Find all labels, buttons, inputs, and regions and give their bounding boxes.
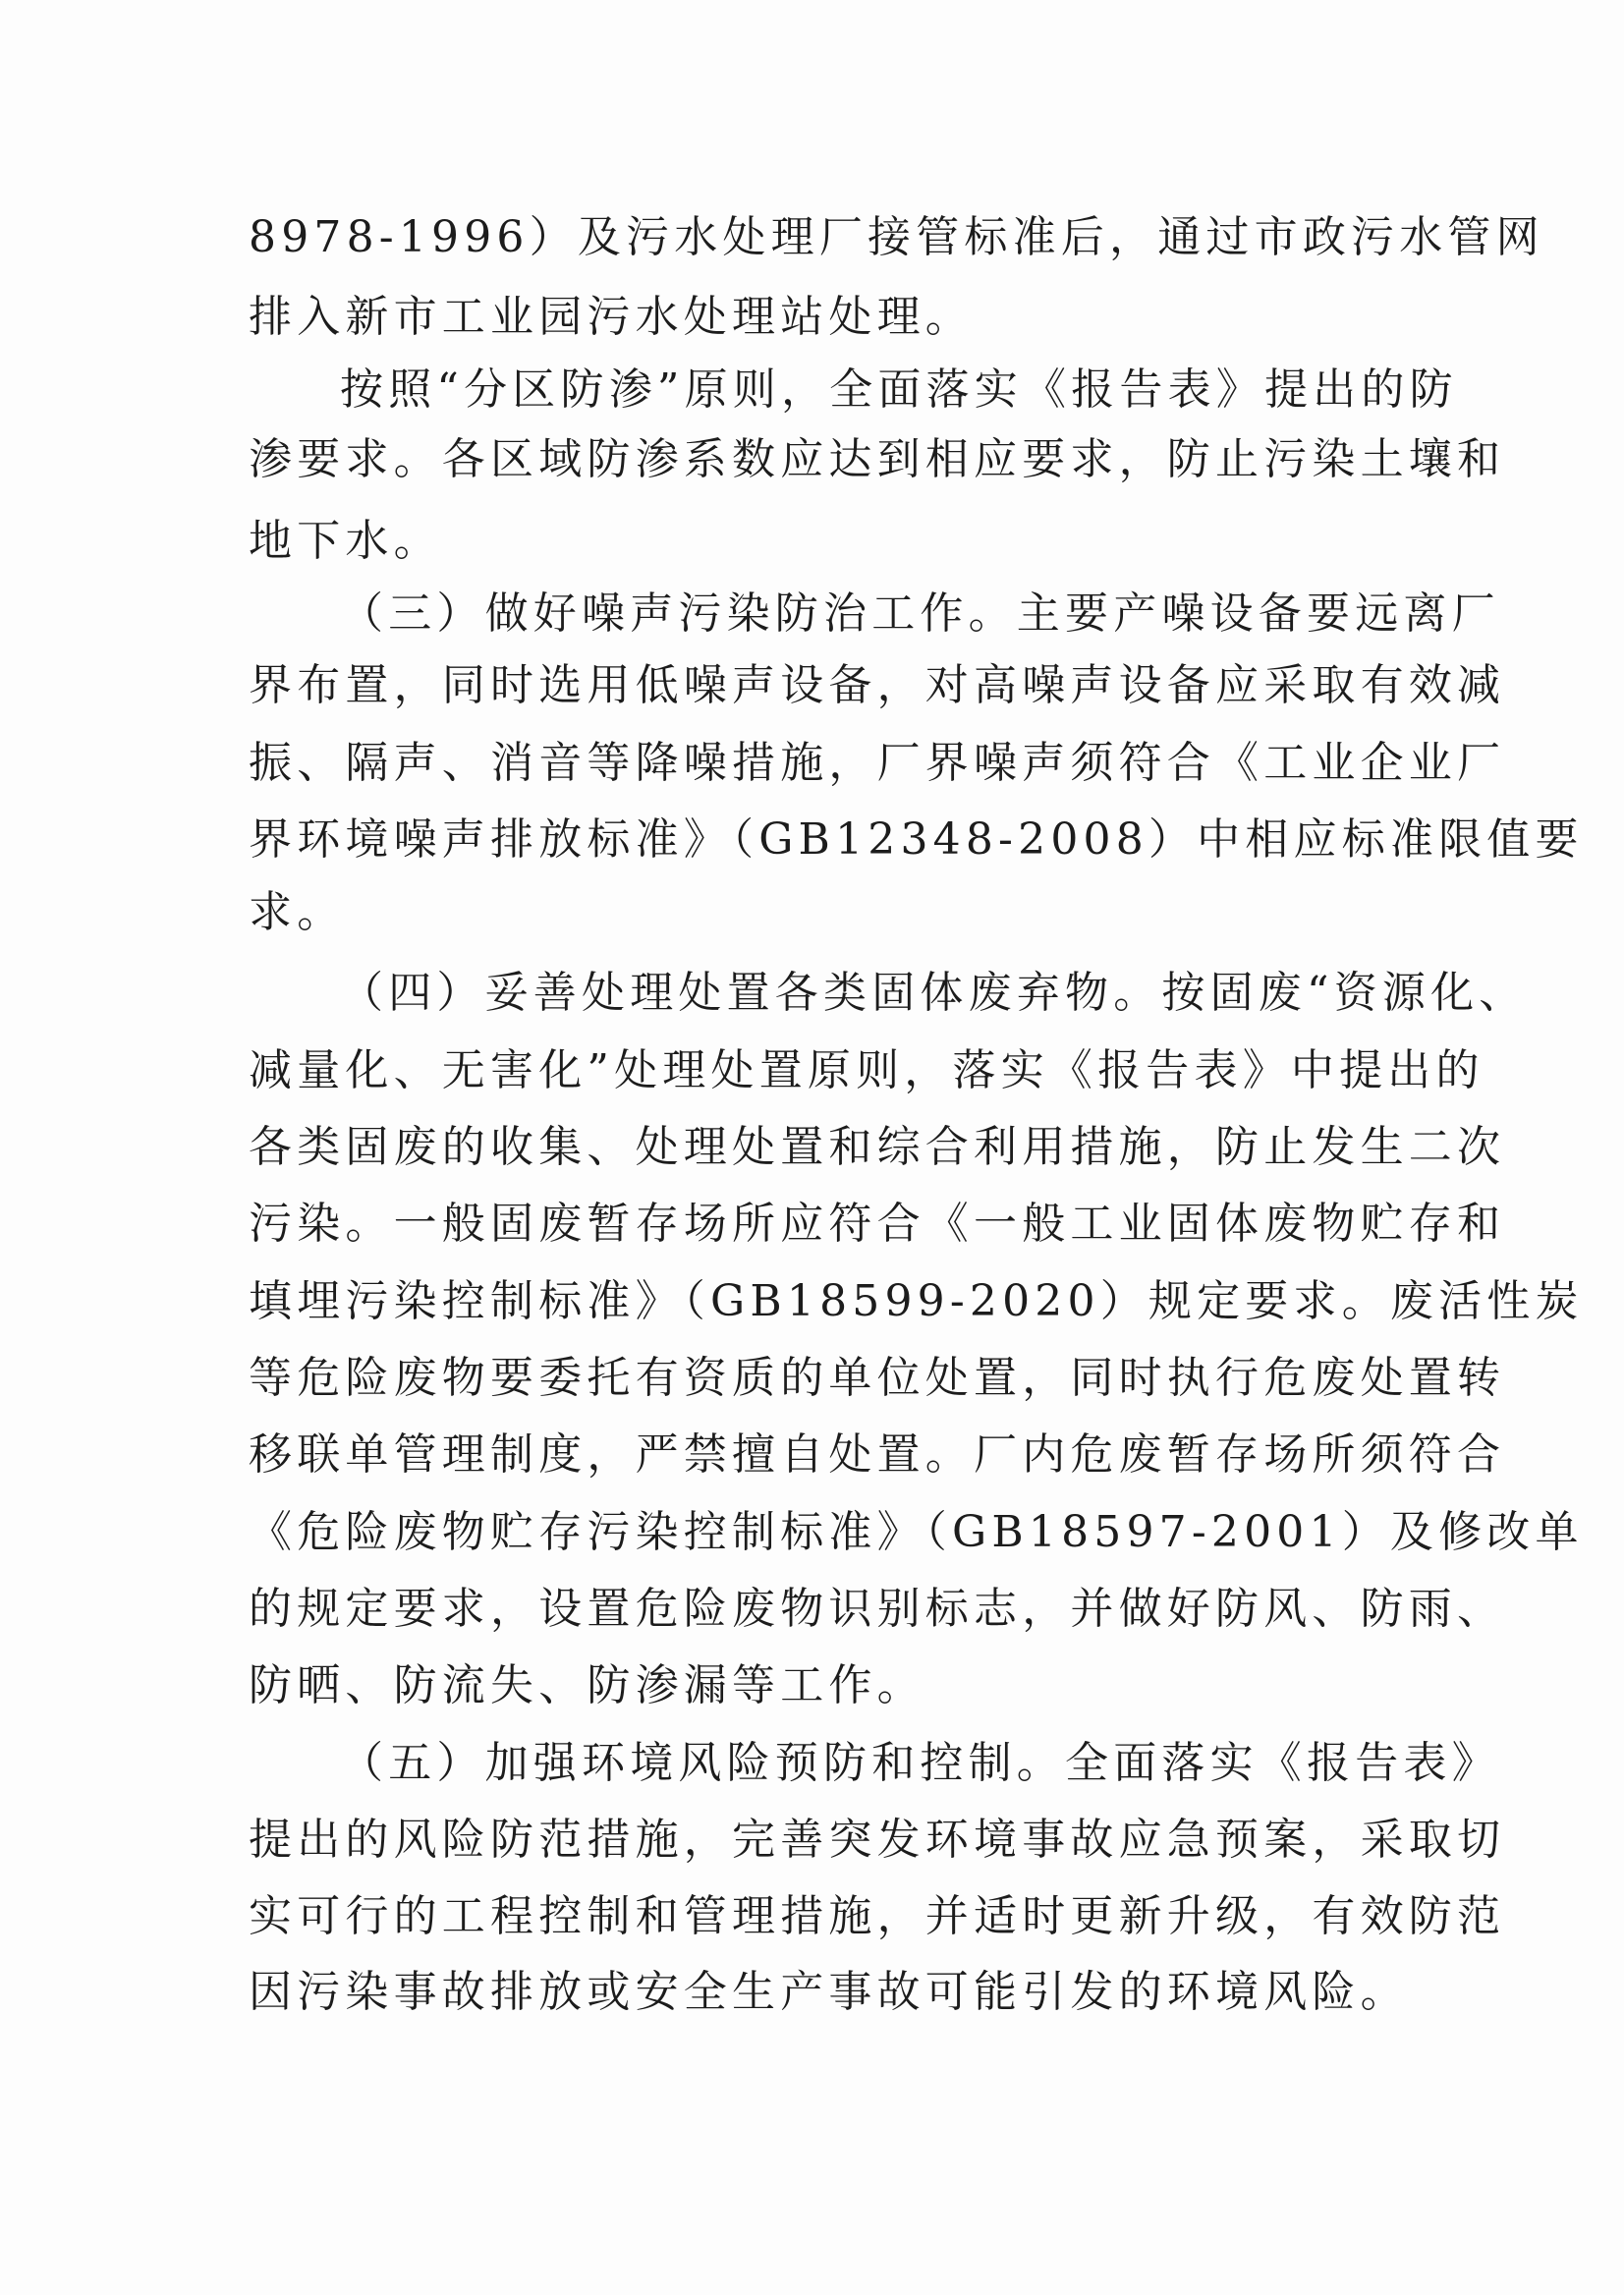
paragraph-start-line: 按照“分区防渗”原则，全面落实《报告表》提出的防 [340, 364, 1458, 415]
text-line: 实可行的工程控制和管理措施，并适时更新升级，有效防范 [249, 1891, 1506, 1941]
text-line: 移联单管理制度，严禁擅自处置。厂内危废暂存场所须符合 [249, 1429, 1506, 1480]
text-line: 振、隔声、消音等降噪措施，厂界噪声须符合《工业企业厂 [249, 738, 1506, 788]
text-line: 防晒、防流失、防渗漏等工作。 [249, 1660, 925, 1710]
text-line: 减量化、无害化”处理处置原则，落实《报告表》中提出的 [249, 1045, 1484, 1095]
text-line: 地下水。 [249, 516, 442, 566]
paragraph-start-line: （五）加强环境风险预防和控制。全面落实《报告表》 [340, 1738, 1500, 1788]
text-line: 8978-1996）及污水处理厂接管标准后，通过市政污水管网 [249, 212, 1544, 262]
text-line: 填埋污染控制标准》（GB18599-2020）规定要求。废活性炭 [249, 1276, 1584, 1326]
text-line: 等危险废物要委托有资质的单位处置，同时执行危废处置转 [249, 1353, 1506, 1403]
text-line: 《危险废物贮存污染控制标准》（GB18597-2001）及修改单 [249, 1507, 1584, 1557]
text-line: 污染。一般固废暂存场所应符合《一般工业固体废物贮存和 [249, 1199, 1506, 1249]
text-line: 渗要求。各区域防渗系数应达到相应要求，防止污染土壤和 [249, 434, 1506, 484]
text-line: 求。 [249, 887, 346, 937]
text-line: 各类固废的收集、处理处置和综合利用措施，防止发生二次 [249, 1122, 1506, 1172]
text-line: 界布置，同时选用低噪声设备，对高噪声设备应采取有效减 [249, 660, 1506, 710]
paragraph-start-line: （三）做好噪声污染防治工作。主要产噪设备要远离厂 [340, 588, 1500, 639]
text-line: 界环境噪声排放标准》（GB12348-2008）中相应标准限值要 [249, 814, 1584, 865]
paragraph-start-line: （四）妥善处理处置各类固体废弃物。按固废“资源化、 [340, 968, 1528, 1018]
text-line: 提出的风险防范措施，完善突发环境事故应急预案，采取切 [249, 1815, 1506, 1865]
text-line: 的规定要求，设置危险废物识别标志，并做好防风、防雨、 [249, 1584, 1506, 1634]
text-line: 因污染事故排放或安全生产事故可能引发的环境风险。 [249, 1967, 1409, 2017]
text-line: 排入新市工业园污水处理站处理。 [249, 292, 974, 342]
